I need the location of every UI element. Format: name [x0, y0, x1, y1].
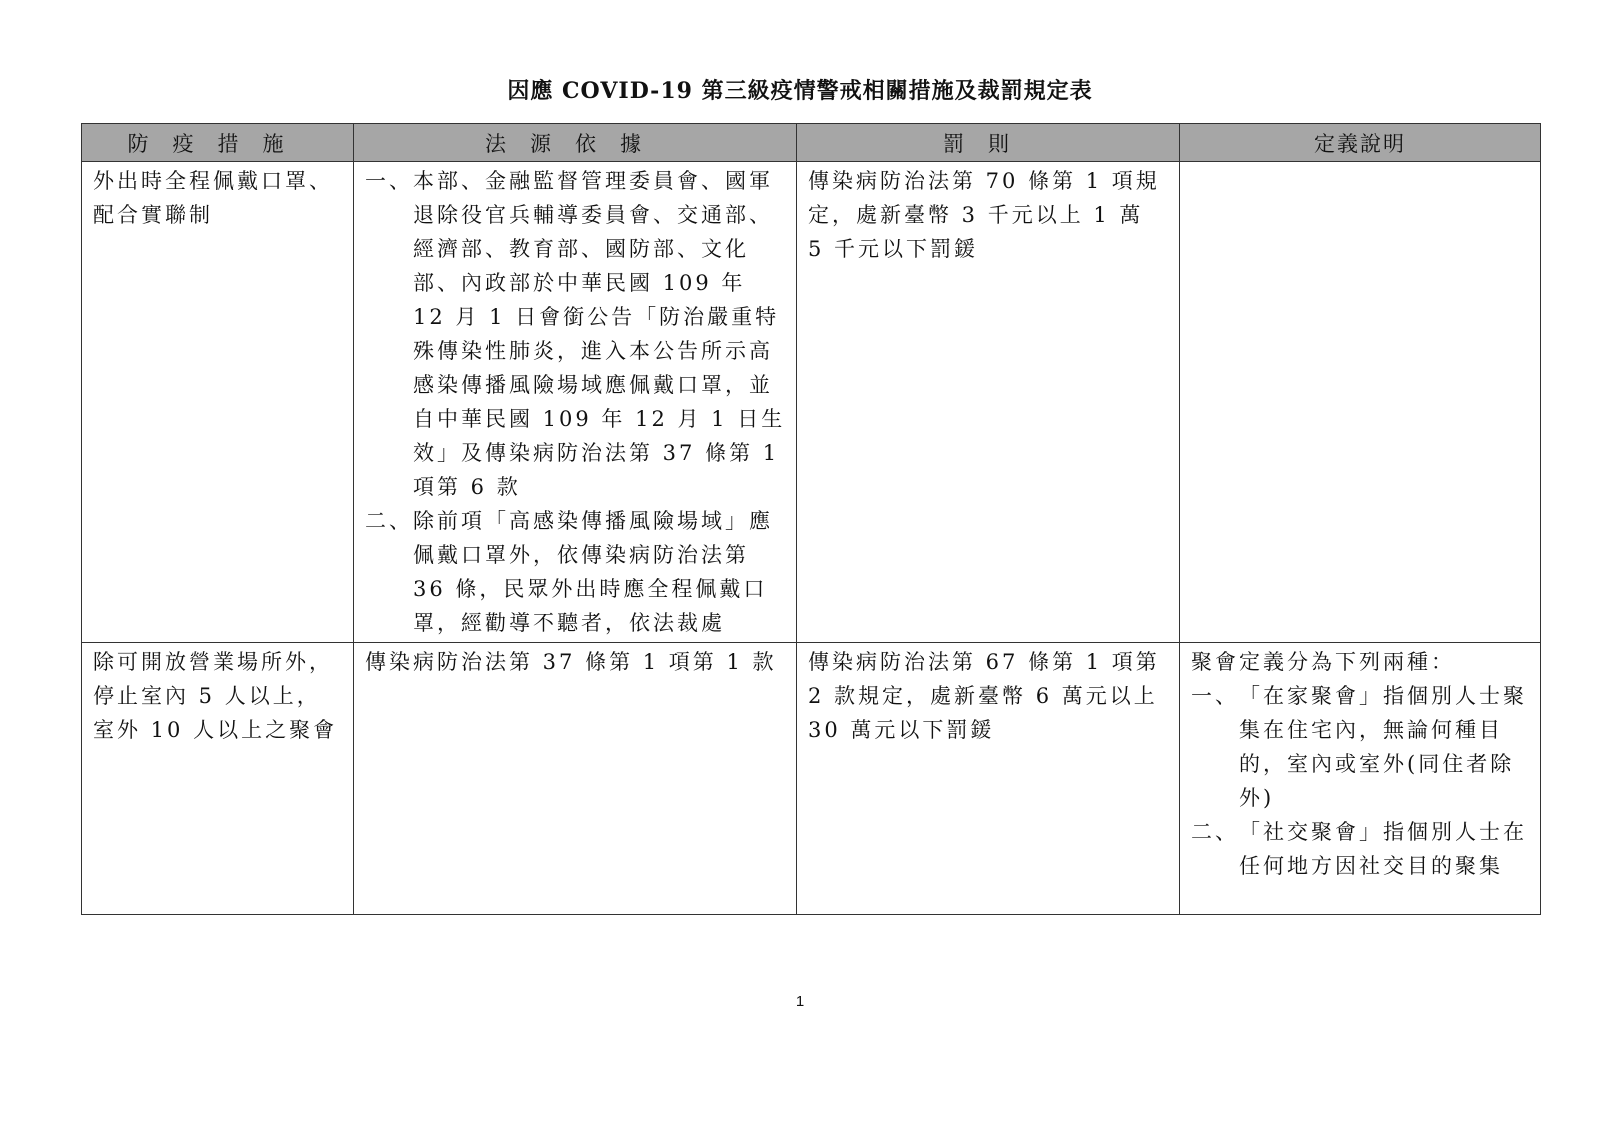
column-header-definition: 定義說明: [1180, 124, 1541, 162]
definition-intro: 聚會定義分為下列兩種：: [1191, 650, 1455, 674]
item-text: 「在家聚會」指個別人士聚集在住宅內，無論何種目的，室內或室外(同住者除外): [1239, 684, 1527, 810]
item-text: 「社交聚會」指個別人士在任何地方因社交目的聚集: [1239, 820, 1527, 878]
item-text: 除前項「高感染傳播風險場域」應佩戴口罩外，依傳染病防治法第 36 條，民眾外出時應全程佩戴口罩，經勸導不聽者，依法裁處: [413, 509, 773, 635]
item-number: 二、: [365, 509, 413, 533]
regulation-table: [81, 123, 1541, 915]
table-header-row: [82, 124, 1541, 162]
table-row: [82, 643, 1541, 915]
column-header-measure: 防疫措施: [82, 124, 354, 162]
table-row: [82, 162, 1541, 643]
item-number: 一、: [365, 169, 413, 193]
penalty-cell: 傳染病防治法第 67 條第 1 項第 2 款規定，處新臺幣 6 萬元以上 30 萬元以下罰鍰: [797, 643, 1180, 915]
legal-basis-cell: 傳染病防治法第 37 條第 1 項第 1 款: [354, 643, 797, 915]
legal-basis-item: [365, 164, 786, 504]
item-number: 一、: [1191, 684, 1239, 708]
definition-cell: [1180, 162, 1541, 643]
column-header-penalty: 罰則: [797, 124, 1180, 162]
item-text: 本部、金融監督管理委員會、國軍退除役官兵輔導委員會、交通部、經濟部、教育部、國防部、文化部、內政部於中華民國 109 年 12 月 1 日會銜公告「防治嚴重特殊傳染性肺炎，進入本公告所示高感染傳播風險場域應佩戴口罩，並自中華民國 109 年 12 月 1 日生效」及傳染病防治法第 37 條第 1 項第 6 款: [413, 169, 786, 499]
legal-basis-item: [365, 504, 786, 640]
measure-cell: 除可開放營業場所外，停止室內 5 人以上，室外 10 人以上之聚會: [82, 643, 354, 915]
page-number: 1: [795, 993, 805, 1010]
definition-item: [1191, 815, 1530, 883]
penalty-cell: 傳染病防治法第 70 條第 1 項規定，處新臺幣 3 千元以上 1 萬 5 千元以下罰鍰: [797, 162, 1180, 643]
definition-item: [1191, 679, 1530, 815]
document-title: 因應 COVID-19 第三級疫情警戒相關措施及裁罰規定表: [507, 78, 1093, 104]
column-header-legal-basis: 法源依據: [354, 124, 797, 162]
measure-cell: 外出時全程佩戴口罩、配合實聯制: [82, 162, 354, 643]
legal-basis-cell: [354, 162, 797, 643]
item-number: 二、: [1191, 820, 1239, 844]
definition-cell: [1180, 643, 1541, 915]
